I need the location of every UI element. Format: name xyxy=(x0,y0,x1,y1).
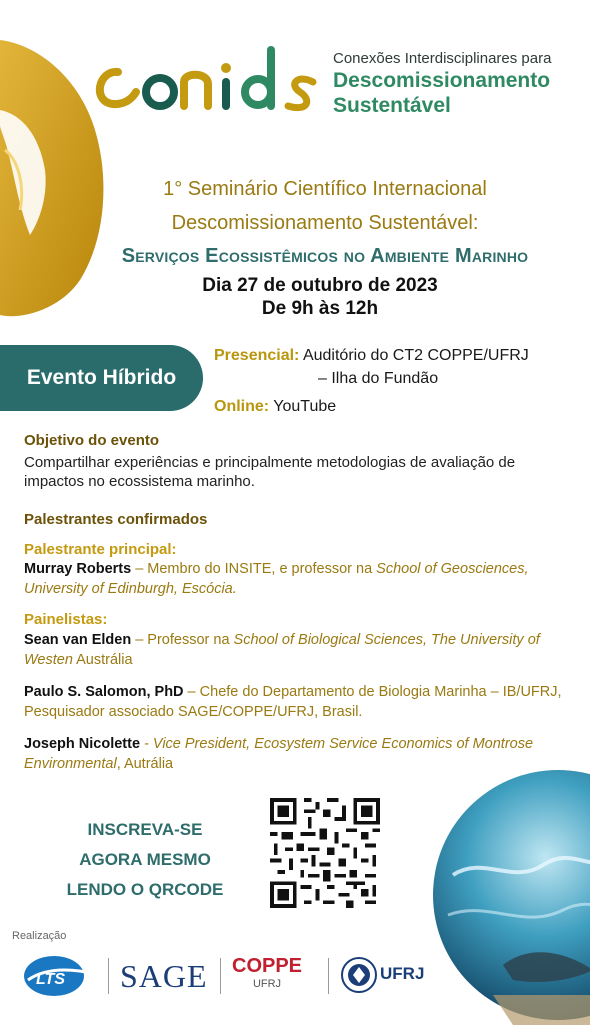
lts-logo xyxy=(20,954,100,998)
conids-wordmark xyxy=(88,42,328,122)
hybrid-event-badge: Evento Híbrido xyxy=(0,345,203,411)
sage-logo: SAGE xyxy=(120,958,208,994)
online-value: YouTube xyxy=(273,398,337,415)
coppe-logo-text: COPPE xyxy=(232,955,303,977)
cta-line1: INSCREVA-SE xyxy=(87,820,203,839)
cta-line2: AGORA MESMO xyxy=(79,850,211,869)
panelist xyxy=(24,630,569,670)
venue-online xyxy=(214,398,336,416)
speaker-country: , Autrália xyxy=(116,756,174,772)
speaker-desc: – Chefe do Departamento de Biologia Marinha – IB/UFRJ, Pesquisador associado SAGE/COPPE/UFRJ, Brasil. xyxy=(24,684,562,720)
panelists-heading: Painelistas: xyxy=(24,611,108,628)
seminar-subtitle: Serviços Ecossistêmicos no Ambiente Marinho xyxy=(121,245,529,267)
speaker-name: Sean van Elden xyxy=(24,632,132,648)
speaker-name: Paulo S. Salomon, PhD xyxy=(24,684,184,700)
presencial-value-line2: – Ilha do Fundão xyxy=(318,370,439,387)
logo-tagline-line1: Conexões Interdisciplinares para xyxy=(333,50,552,67)
partner-logos xyxy=(20,950,440,1002)
speaker-name: Murray Roberts xyxy=(24,561,132,577)
objective-heading: Objetivo do evento xyxy=(24,432,160,449)
logo-tagline-line2: Descomissionamento xyxy=(333,69,551,92)
objective-text: Compartilhar experiências e principalmente metodologias de avaliação de impactos no ecossistema marinho. xyxy=(24,454,516,490)
presencial-label: Presencial: xyxy=(214,347,300,364)
ocean-image xyxy=(433,765,590,1025)
coppe-logo-sub: UFRJ xyxy=(252,978,282,990)
signup-call-to-action xyxy=(40,815,250,905)
venue-presencial xyxy=(214,347,529,365)
event-date: Dia 27 de outubro de 2023 xyxy=(202,275,438,296)
ufrj-seal-icon xyxy=(340,954,378,996)
registration-qr-code[interactable] xyxy=(270,798,380,908)
panelist xyxy=(24,682,569,722)
ufrj-logo: UFRJ xyxy=(380,964,425,983)
speaker-desc: – Professor na xyxy=(131,632,234,648)
conids-logo xyxy=(88,42,558,122)
speaker-affiliation: School of Geosciences, University of Edinburgh, Escócia. xyxy=(24,561,529,597)
speaker-desc: – Membro do INSITE, e professor na xyxy=(131,561,377,577)
main-speaker-heading: Palestrante principal: xyxy=(24,541,177,558)
divider xyxy=(328,958,329,994)
seminar-title-line2: Descomissionamento Sustentável: xyxy=(171,212,479,234)
presencial-value: Auditório do CT2 COPPE/UFRJ xyxy=(302,347,529,364)
event-time: De 9h às 12h xyxy=(261,298,379,319)
speakers-heading: Palestrantes confirmados xyxy=(24,511,208,528)
coppe-logo xyxy=(232,957,302,993)
speaker-country: Austrália xyxy=(72,652,133,668)
divider xyxy=(108,958,109,994)
lts-logo-text: LTS xyxy=(36,971,66,988)
online-label: Online: xyxy=(214,398,270,415)
logo-tagline-line3: Sustentável xyxy=(333,94,451,117)
cta-line3: LENDO O QRCODE xyxy=(66,880,224,899)
seminar-title-line1: 1° Seminário Científico Internacional xyxy=(163,178,487,200)
speaker-affiliation: School of Biological Sciences, The University of Westen xyxy=(24,632,540,668)
speaker-affiliation: - Vice President, Ecosystem Service Economics of Montrose Environmental xyxy=(24,736,534,772)
realizacao-label: Realização xyxy=(12,930,67,942)
main-speaker xyxy=(24,559,569,599)
speaker-name: Joseph Nicolette xyxy=(24,736,141,752)
divider xyxy=(220,958,221,994)
